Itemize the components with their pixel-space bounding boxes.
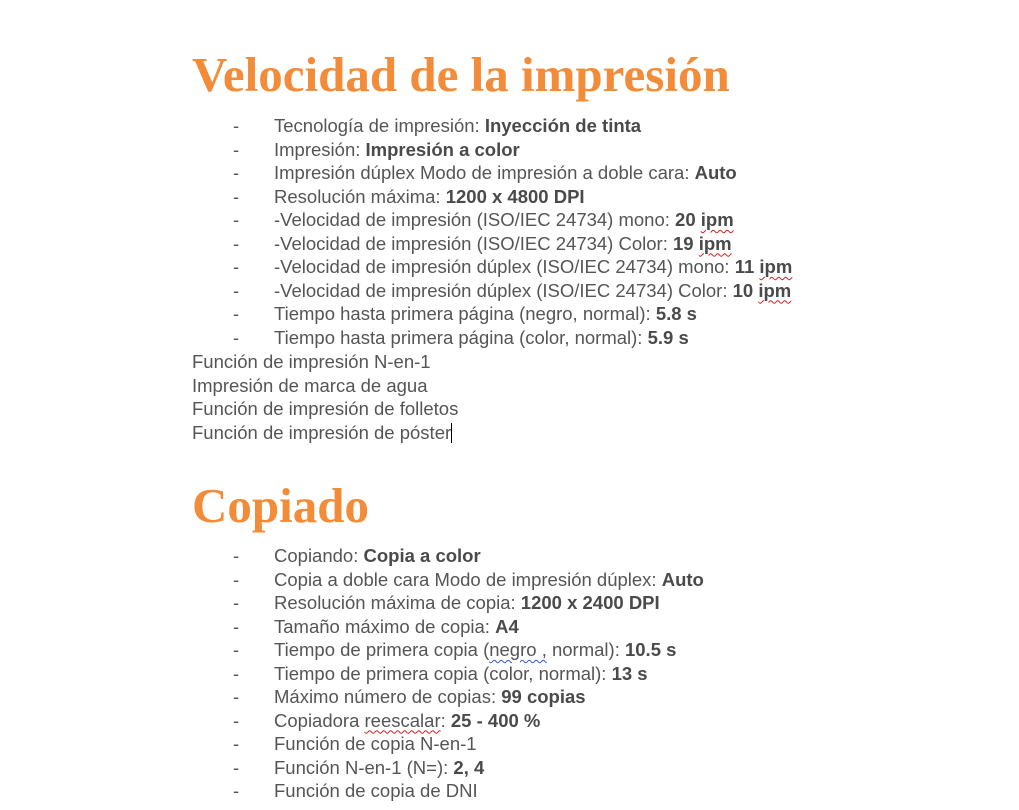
list-item: - Resolución máxima: 1200 x 4800 DPI (233, 185, 585, 207)
list-item: - Tiempo hasta primera página (negro, normal): 5.8 s (233, 303, 697, 324)
paragraph[interactable]: Función de impresión de póster (192, 421, 452, 443)
list-item: - Copiadora reescalar: 25 - 400 % (233, 709, 541, 731)
list-item: - -Velocidad de impresión (ISO/IEC 24734) mono: 20 ipm (233, 209, 734, 230)
print-spec-list (192, 114, 792, 349)
list-item: - -Velocidad de impresión dúplex (ISO/IEC 24734) Color: 10 ipm (233, 279, 792, 301)
list-item: - -Velocidad de impresión (ISO/IEC 24734) Color: 19 ipm (233, 232, 732, 254)
list-item: - Máximo número de copias: 99 copias (233, 686, 586, 707)
list-item: - Tamaño máximo de copia: A4 (233, 615, 519, 637)
section-title-print-speed: Velocidad de la impresión (192, 47, 730, 102)
text-cursor (451, 423, 452, 443)
list-item: - Tiempo de primera copia (negro , normal): 10.5 s (233, 639, 677, 660)
list-item: - -Velocidad de impresión dúplex (ISO/IEC 24734) mono: 11 ipm (233, 256, 793, 277)
list-item: - Tecnología de impresión: Inyección de tinta (233, 115, 642, 136)
list-item: - Función de copia N-en-1 (233, 733, 477, 754)
print-features (192, 350, 458, 444)
paragraph: Función de impresión de folletos (192, 398, 459, 419)
list-item: - Tiempo de primera copia (color, normal): 13 s (233, 662, 648, 684)
section-title-copy: Copiado (192, 478, 370, 533)
list-item: - Función de copia de DNI (233, 780, 478, 801)
list-item: - Impresión dúplex Modo de impresión a doble cara: Auto (233, 162, 737, 183)
copy-spec-list (192, 544, 704, 803)
paragraph: Impresión de marca de agua (192, 374, 428, 396)
list-item: - Función N-en-1 (N=): 2, 4 (233, 756, 485, 778)
paragraph: Función de impresión N-en-1 (192, 351, 431, 372)
list-item: - Impresión: Impresión a color (233, 138, 520, 160)
list-item: - Resolución máxima de copia: 1200 x 2400 DPI (233, 592, 660, 613)
list-item: - Tiempo hasta primera página (color, normal): 5.9 s (233, 326, 689, 348)
list-item: - Copia a doble cara Modo de impresión dúplex: Auto (233, 568, 704, 590)
list-item: - Copiando: Copia a color (233, 545, 481, 566)
